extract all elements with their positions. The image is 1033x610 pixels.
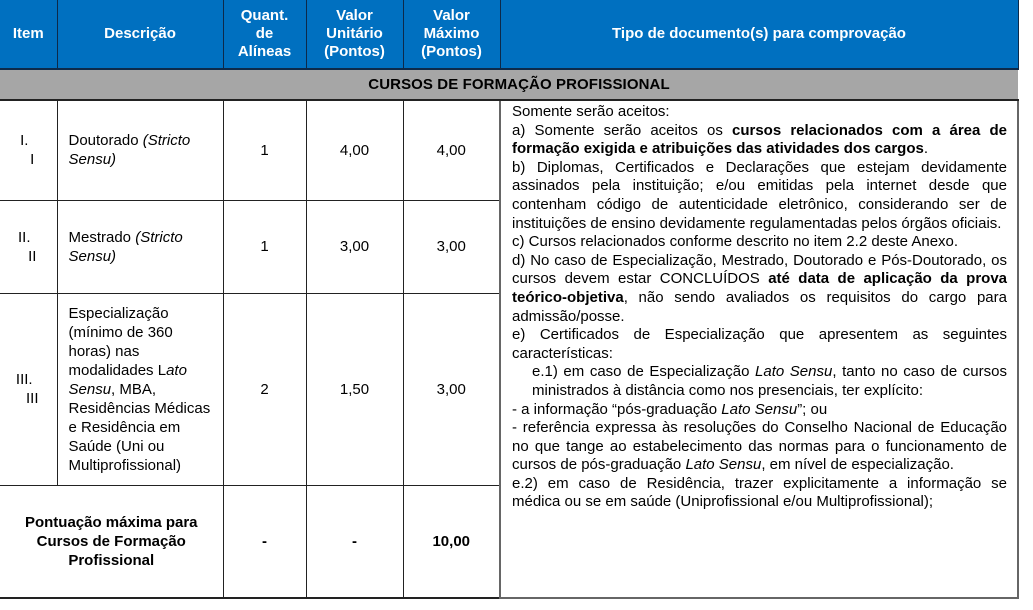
row-quant: 1	[223, 200, 306, 293]
header-quant: Quant. de Alíneas	[223, 0, 306, 69]
doc-item-e1: e.1) em caso de Especialização Lato Sensu, tanto no caso de cursos ministrados à distância como nos presenciais, ter explícito:	[532, 363, 1007, 399]
doc-item-d: d) No caso de Especialização, Mestrado, Doutorado e Pós-Doutorado, os cursos devem estar CONCLUÍDOS até data de aplicação da prova teórico-objetiva, não sendo avaliados os requisitos do cargo para admissão/posse.	[512, 251, 1007, 325]
row-item: II. II	[0, 200, 57, 293]
summary-label: Pontuação máxima para Cursos de Formação Profissional	[0, 485, 223, 598]
summary-valor-unitario: -	[306, 485, 403, 598]
section-title-row	[0, 69, 1018, 100]
header-item: Item	[0, 0, 57, 69]
row-valor-unitario: 3,00	[306, 200, 403, 293]
row-valor-maximo: 4,00	[403, 100, 500, 200]
row-valor-unitario: 1,50	[306, 293, 403, 485]
header-valor-unitario: Valor Unitário (Pontos)	[306, 0, 403, 69]
row-description: Especialização (mínimo de 360 horas) nas modalidades Lato Sensu, MBA, Residências Médicas e Residência em Saúde (Uni ou Multiprofissional)	[57, 293, 223, 485]
header-descricao: Descrição	[57, 0, 223, 69]
doc-item-a: a) Somente serão aceitos os cursos relacionados com a área de formação exigida e atribuições das atividades dos cargos.	[512, 121, 1007, 158]
doc-item-e2: e.2) em caso de Residência, trazer explicitamente a informação se médica ou se em saúde (Uniprofissional e/ou Multiprofissional);	[512, 474, 1007, 511]
row-quant: 1	[223, 100, 306, 200]
row-description: Doutorado (Stricto Sensu)	[57, 100, 223, 200]
doc-item-b: b) Diplomas, Certificados e Declarações que estejam devidamente assinados pela instituição; e/ou emitidas pela internet desde que contenham código de autenticidade eletrônico, considerando ser de instituições de ensino devidamente regulamentadas pelos órgãos oficiais.	[512, 158, 1007, 232]
row-item: I. I	[0, 100, 57, 200]
row-valor-maximo: 3,00	[403, 200, 500, 293]
row-valor-maximo: 3,00	[403, 293, 500, 485]
row-quant: 2	[223, 293, 306, 485]
doc-item-e: e) Certificados de Especialização que apresentem as seguintes características:	[512, 326, 1007, 362]
row-valor-unitario: 4,00	[306, 100, 403, 200]
table-row	[0, 100, 1018, 200]
summary-quant: -	[223, 485, 306, 598]
header-valor-maximo: Valor Máximo (Pontos)	[403, 0, 500, 69]
table-header-row	[0, 0, 1018, 69]
header-tipo-documento: Tipo de documento(s) para comprovação	[500, 0, 1018, 69]
row-item: III. III	[0, 293, 57, 485]
doc-item-e1-a: - a informação “pós-graduação Lato Sensu”; ou	[512, 400, 828, 418]
section-title: CURSOS DE FORMAÇÃO PROFISSIONAL	[0, 69, 1018, 100]
row-description: Mestrado (Stricto Sensu)	[57, 200, 223, 293]
doc-item-e1-b: - referência expressa às resoluções do Conselho Nacional de Educação no que tange ao estabelecimento das normas para o funcionamento de cursos de pós-graduação Lato Sensu, em nível de especialização.	[512, 419, 1007, 474]
doc-item-c: c) Cursos relacionados conforme descrito no item 2.2 deste Anexo.	[512, 233, 959, 251]
summary-valor-maximo: 10,00	[403, 485, 500, 598]
documents-cell: Somente serão aceitos: a) Somente serão aceitos os cursos relacionados com a área de formação exigida e atribuições das atividades dos cargos. b) Diplomas, Certificados e Declarações que estejam devidamente assinados pela instituição; e/ou emitidas pela internet desde que contenham código de autenticidade eletrônico, considerando ser de instituições de ensino devidamente regulamentadas pelos órgãos oficiais. c) Cursos relacionados conforme descrito no item 2.2 deste Anexo. d) No caso de Especialização, Mestrado, Doutorado e Pós-Doutorado, os cursos devem estar CONCLUÍDOS até data de aplicação da prova teórico-objetiva, não sendo avaliados os requisitos do cargo para admissão/posse. e) Certificados de Especialização que apresentem as seguintes características: e.1) em caso de Especialização Lato Sensu, tanto no caso de cursos ministrados à distância como nos presenciais, ter explícito: - a informação “pós-graduação Lato Sensu”; ou - referência expressa às resoluções do Conselho Nacional de Educação no que tange ao estabelecimento das normas para o funcionamento de cursos de pós-graduação Lato Sensu, em nível de especialização. e.2) em caso de Residência, trazer explicitamente a informação se médica ou se em saúde (Uniprofissional e/ou Multiprofissional);	[500, 100, 1018, 598]
